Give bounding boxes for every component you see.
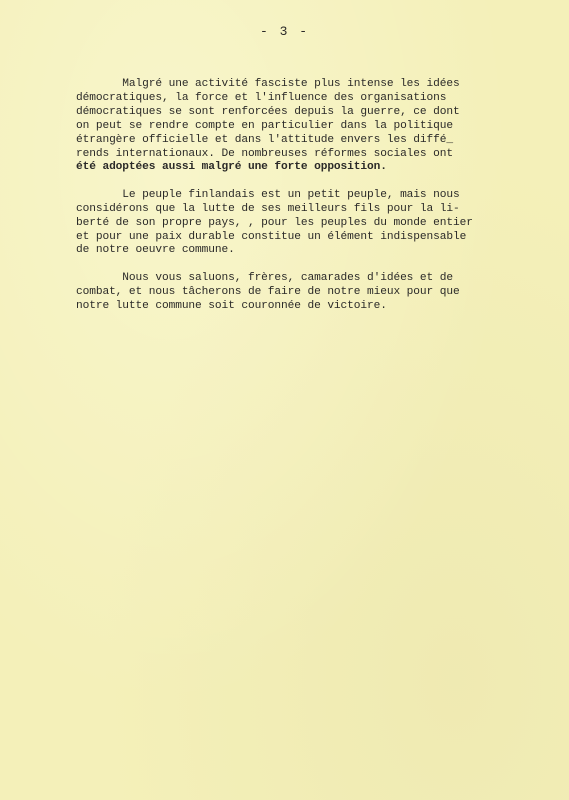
text-line: démocratiques, la force et l'influence des organisations [76, 91, 447, 104]
paragraph-2 [76, 189, 506, 259]
text-line: Le peuple finlandais est un petit peuple, mais nous [76, 188, 460, 201]
text-line: et pour une paix durable constitue un élément indispensable [76, 230, 467, 243]
text-line: notre lutte commune soit couronnée de victoire. [76, 299, 387, 312]
text-line: de notre oeuvre commune. [76, 244, 235, 257]
text-line: berté de son propre pays, , pour les peuples du monde entier [76, 216, 473, 229]
paragraph-3 [76, 272, 506, 314]
text-line: rends internationaux. De nombreuses réformes sociales ont [76, 147, 453, 160]
text-line: Nous vous saluons, frères, camarades d'idées et de [76, 271, 453, 284]
text-line: combat, et nous tâcherons de faire de notre mieux pour que [76, 285, 460, 298]
letter-body [76, 78, 506, 327]
text-line: étrangère officielle et dans l'attitude envers les diffé_ [76, 133, 453, 146]
text-line: démocratiques se sont renforcées depuis la guerre, ce dont [76, 105, 460, 118]
text-line: considérons que la lutte de ses meilleurs fils pour la li- [76, 202, 460, 215]
paragraph-1 [76, 78, 506, 175]
page-number: - 3 - [259, 24, 309, 39]
text-line: été adoptées aussi malgré une forte opposition. [76, 161, 387, 174]
text-line: on peut se rendre compte en particulier dans la politique [76, 119, 453, 132]
text-line: Malgré une activité fasciste plus intense les idées [76, 78, 460, 90]
